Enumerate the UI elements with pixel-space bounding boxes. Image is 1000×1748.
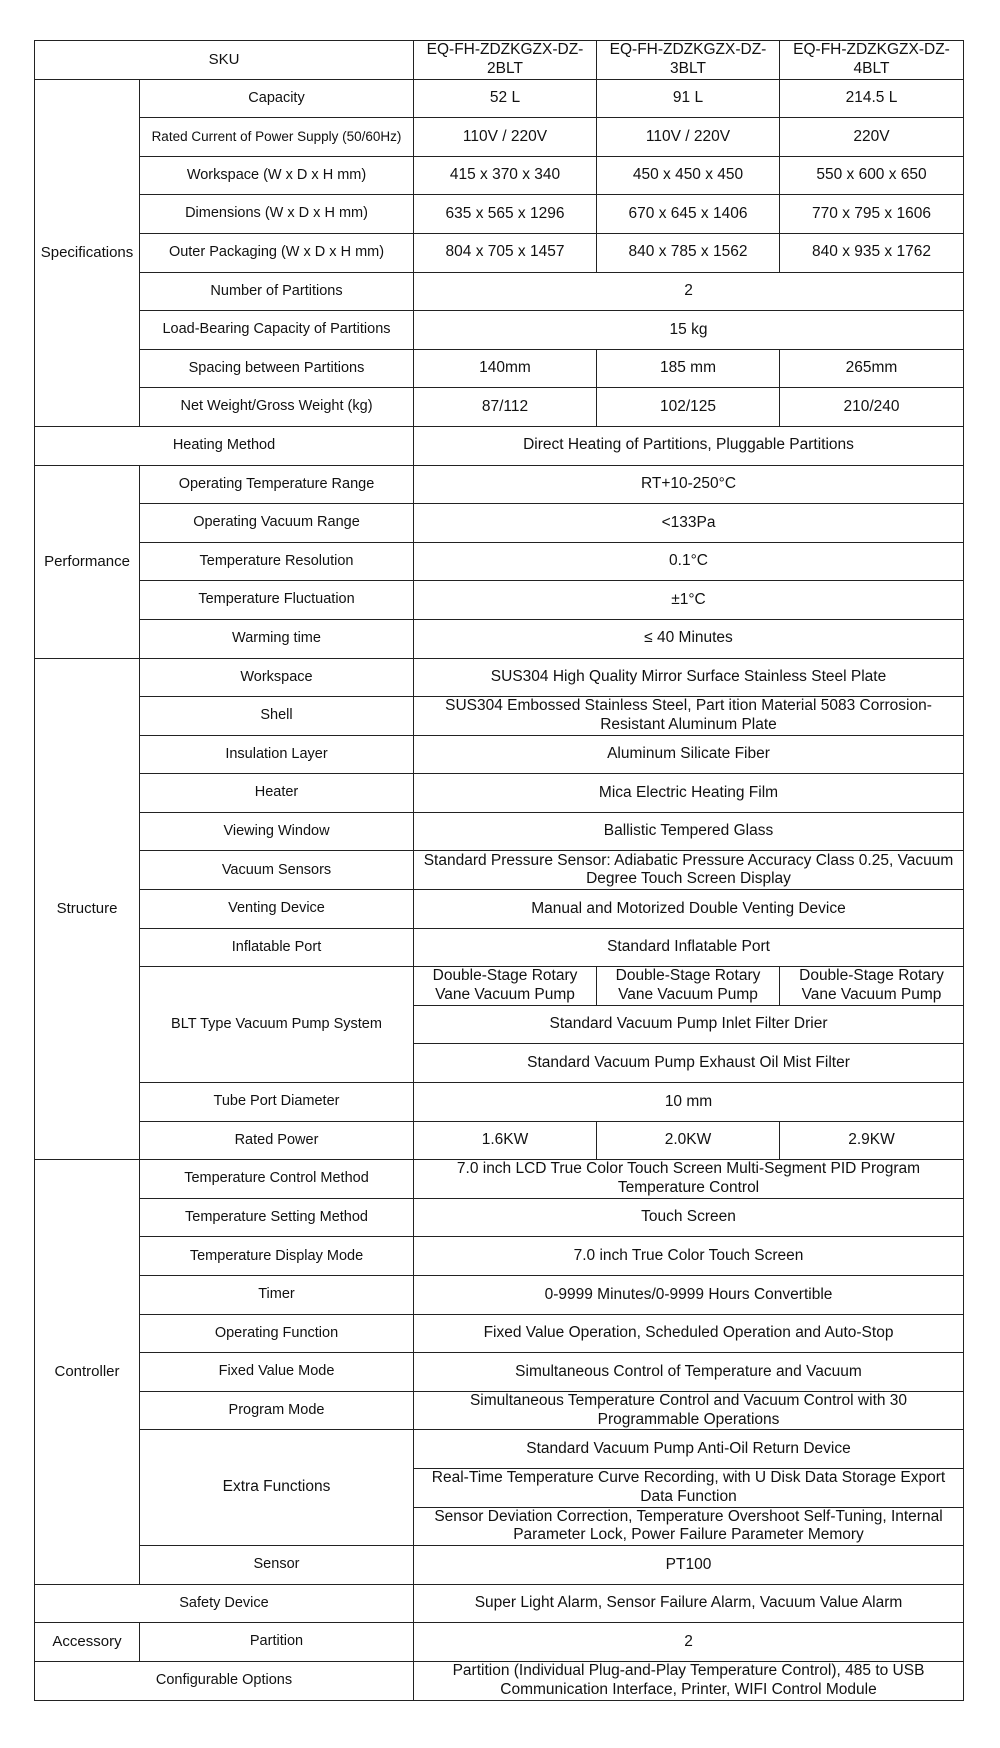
row-label: Safety Device <box>35 1584 414 1623</box>
row-value: 2 <box>414 1623 964 1662</box>
current-2: 110V / 220V <box>597 118 780 157</box>
table-row <box>35 79 964 118</box>
row-label: Insulation Layer <box>140 735 414 774</box>
row-label: Operating Vacuum Range <box>140 504 414 543</box>
table-row <box>35 311 964 350</box>
group-controller: Controller <box>35 1160 140 1585</box>
row-label: Timer <box>140 1276 414 1315</box>
table-row <box>35 1237 964 1276</box>
packaging-3: 840 x 935 x 1762 <box>780 233 964 272</box>
table-row <box>35 1546 964 1585</box>
row-label: Partition <box>140 1623 414 1662</box>
table-row <box>35 1198 964 1237</box>
group-performance: Performance <box>35 465 140 658</box>
table-row <box>35 504 964 543</box>
row-label: Operating Temperature Range <box>140 465 414 504</box>
row-label: Inflatable Port <box>140 928 414 967</box>
workspace-1: 415 x 370 x 340 <box>414 156 597 195</box>
row-label: Configurable Options <box>35 1661 414 1700</box>
pump-1: Double-Stage Rotary Vane Vacuum Pump <box>414 967 597 1006</box>
header-row <box>35 41 964 80</box>
row-label: Number of Partitions <box>140 272 414 311</box>
row-value: PT100 <box>414 1546 964 1585</box>
table-row <box>35 1430 964 1469</box>
row-label: Workspace (W x D x H mm) <box>140 156 414 195</box>
row-label: Fixed Value Mode <box>140 1353 414 1392</box>
row-value: ±1°C <box>414 581 964 620</box>
extra-function-1: Standard Vacuum Pump Anti-Oil Return Device <box>414 1430 964 1469</box>
group-accessory: Accessory <box>35 1623 140 1662</box>
weight-3: 210/240 <box>780 388 964 427</box>
capacity-2: 91 L <box>597 79 780 118</box>
row-label: Viewing Window <box>140 812 414 851</box>
row-value: Partition (Individual Plug-and-Play Temperature Control), 485 to USB Communication Interface, Printer, WIFI Control Module <box>414 1661 964 1700</box>
pump-2: Double-Stage Rotary Vane Vacuum Pump <box>597 967 780 1006</box>
table-row <box>35 1160 964 1199</box>
packaging-1: 804 x 705 x 1457 <box>414 233 597 272</box>
table-row <box>35 426 964 465</box>
table-row <box>35 233 964 272</box>
row-value: 7.0 inch LCD True Color Touch Screen Multi-Segment PID Program Temperature Control <box>414 1160 964 1199</box>
row-value: Super Light Alarm, Sensor Failure Alarm, Vacuum Value Alarm <box>414 1584 964 1623</box>
row-value: 10 mm <box>414 1083 964 1122</box>
row-label: Rated Current of Power Supply (50/60Hz) <box>140 118 414 157</box>
row-label: Spacing between Partitions <box>140 349 414 388</box>
table-row <box>35 658 964 697</box>
table-row <box>35 1353 964 1392</box>
row-value: Aluminum Silicate Fiber <box>414 735 964 774</box>
workspace-2: 450 x 450 x 450 <box>597 156 780 195</box>
row-label: Warming time <box>140 619 414 658</box>
num-partitions-value: 2 <box>414 272 964 311</box>
capacity-3: 214.5 L <box>780 79 964 118</box>
table-row <box>35 1391 964 1430</box>
packaging-2: 840 x 785 x 1562 <box>597 233 780 272</box>
table-row <box>35 851 964 890</box>
table-row <box>35 1121 964 1160</box>
row-value: Ballistic Tempered Glass <box>414 812 964 851</box>
dimensions-3: 770 x 795 x 1606 <box>780 195 964 234</box>
row-label: Vacuum Sensors <box>140 851 414 890</box>
current-1: 110V / 220V <box>414 118 597 157</box>
row-value: 0-9999 Minutes/0-9999 Hours Convertible <box>414 1276 964 1315</box>
table-row <box>35 1276 964 1315</box>
row-label: Workspace <box>140 658 414 697</box>
group-structure: Structure <box>35 658 140 1160</box>
table-row <box>35 619 964 658</box>
load-bearing-value: 15 kg <box>414 311 964 350</box>
row-label: Venting Device <box>140 890 414 929</box>
dimensions-1: 635 x 565 x 1296 <box>414 195 597 234</box>
heating-method-value: Direct Heating of Partitions, Pluggable Partitions <box>414 426 964 465</box>
row-label: Temperature Fluctuation <box>140 581 414 620</box>
row-value: Manual and Motorized Double Venting Device <box>414 890 964 929</box>
row-value: <133Pa <box>414 504 964 543</box>
model-3: EQ-FH-ZDZKGZX-DZ-4BLT <box>780 41 964 80</box>
table-row <box>35 118 964 157</box>
table-row <box>35 1661 964 1700</box>
table-row <box>35 272 964 311</box>
row-label: Operating Function <box>140 1314 414 1353</box>
row-value: Mica Electric Heating Film <box>414 774 964 813</box>
row-value: Standard Pressure Sensor: Adiabatic Pressure Accuracy Class 0.25, Vacuum Degree Touch Screen Display <box>414 851 964 890</box>
table-row <box>35 388 964 427</box>
row-label: Program Mode <box>140 1391 414 1430</box>
row-value: Simultaneous Temperature Control and Vacuum Control with 30 Programmable Operations <box>414 1391 964 1430</box>
table-row <box>35 697 964 736</box>
row-value: RT+10-250°C <box>414 465 964 504</box>
spacing-1: 140mm <box>414 349 597 388</box>
spacing-3: 265mm <box>780 349 964 388</box>
row-label: Load-Bearing Capacity of Partitions <box>140 311 414 350</box>
row-label: Temperature Resolution <box>140 542 414 581</box>
weight-2: 102/125 <box>597 388 780 427</box>
exhaust-filter-value: Standard Vacuum Pump Exhaust Oil Mist Filter <box>414 1044 964 1083</box>
extra-function-3: Sensor Deviation Correction, Temperature Overshoot Self-Tuning, Internal Parameter Lock, Power Failure Parameter Memory <box>414 1507 964 1546</box>
power-3: 2.9KW <box>780 1121 964 1160</box>
row-label: Outer Packaging (W x D x H mm) <box>140 233 414 272</box>
dimensions-2: 670 x 645 x 1406 <box>597 195 780 234</box>
row-label: Temperature Display Mode <box>140 1237 414 1276</box>
table-row <box>35 967 964 1006</box>
table-row <box>35 890 964 929</box>
table-row <box>35 465 964 504</box>
row-value: Standard Inflatable Port <box>414 928 964 967</box>
capacity-1: 52 L <box>414 79 597 118</box>
extra-function-2: Real-Time Temperature Curve Recording, with U Disk Data Storage Export Data Function <box>414 1468 964 1507</box>
pump-3: Double-Stage Rotary Vane Vacuum Pump <box>780 967 964 1006</box>
row-label: Heating Method <box>35 426 414 465</box>
table-row <box>35 349 964 388</box>
table-row <box>35 735 964 774</box>
table-row <box>35 928 964 967</box>
row-label: Temperature Setting Method <box>140 1198 414 1237</box>
row-label: Rated Power <box>140 1121 414 1160</box>
spacing-2: 185 mm <box>597 349 780 388</box>
power-1: 1.6KW <box>414 1121 597 1160</box>
row-value: Touch Screen <box>414 1198 964 1237</box>
table-row <box>35 1314 964 1353</box>
row-label: Temperature Control Method <box>140 1160 414 1199</box>
row-label: BLT Type Vacuum Pump System <box>140 967 414 1083</box>
row-value: Fixed Value Operation, Scheduled Operation and Auto-Stop <box>414 1314 964 1353</box>
row-label: Net Weight/Gross Weight (kg) <box>140 388 414 427</box>
row-value: SUS304 High Quality Mirror Surface Stainless Steel Plate <box>414 658 964 697</box>
table-row <box>35 774 964 813</box>
power-2: 2.0KW <box>597 1121 780 1160</box>
row-label: Extra Functions <box>140 1430 414 1546</box>
sku-label: SKU <box>35 41 414 80</box>
group-specifications: Specifications <box>35 79 140 426</box>
model-2: EQ-FH-ZDZKGZX-DZ-3BLT <box>597 41 780 80</box>
row-value: SUS304 Embossed Stainless Steel, Part ition Material 5083 Corrosion-Resistant Aluminum Plate <box>414 697 964 736</box>
row-label: Dimensions (W x D x H mm) <box>140 195 414 234</box>
row-value: 0.1°C <box>414 542 964 581</box>
inlet-filter-value: Standard Vacuum Pump Inlet Filter Drier <box>414 1005 964 1044</box>
row-label: Sensor <box>140 1546 414 1585</box>
row-label: Capacity <box>140 79 414 118</box>
table-row <box>35 195 964 234</box>
current-3: 220V <box>780 118 964 157</box>
table-row <box>35 1083 964 1122</box>
weight-1: 87/112 <box>414 388 597 427</box>
row-label: Tube Port Diameter <box>140 1083 414 1122</box>
model-1: EQ-FH-ZDZKGZX-DZ-2BLT <box>414 41 597 80</box>
table-row <box>35 812 964 851</box>
table-row <box>35 542 964 581</box>
row-label: Heater <box>140 774 414 813</box>
row-value: ≤ 40 Minutes <box>414 619 964 658</box>
workspace-3: 550 x 600 x 650 <box>780 156 964 195</box>
row-value: 7.0 inch True Color Touch Screen <box>414 1237 964 1276</box>
table-row <box>35 1584 964 1623</box>
row-label: Shell <box>140 697 414 736</box>
table-row <box>35 1623 964 1662</box>
table-row <box>35 581 964 620</box>
row-value: Simultaneous Control of Temperature and Vacuum <box>414 1353 964 1392</box>
spec-table <box>34 40 964 1701</box>
table-row <box>35 156 964 195</box>
